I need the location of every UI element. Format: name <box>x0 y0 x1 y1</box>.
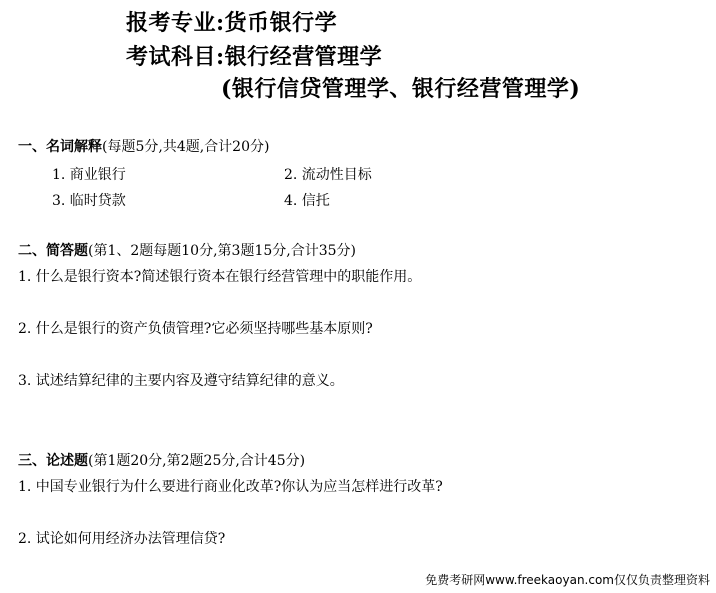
term-item: 2. 流动性目标 <box>284 167 372 183</box>
question-item: 3. 试述结算纪律的主要内容及遵守结算纪律的意义。 <box>18 373 344 389</box>
major-line: 报考专业:货币银行学 <box>126 10 338 36</box>
subject-subtitle: (银行信贷管理学、银行经营管理学) <box>221 76 581 102</box>
section-title <box>18 450 305 470</box>
section-title <box>18 136 269 156</box>
section-heading: 三、论述题 <box>18 453 88 469</box>
question-item: 2. 什么是银行的资产负债管理?它必须坚持哪些基本原则? <box>18 321 373 337</box>
section-scoring: (第1题20分,第2题25分,合计45分) <box>88 453 306 469</box>
section-heading: 一、名词解释 <box>18 139 102 155</box>
footer-watermark: 免费考研网www.freekaoyan.com仅仅负责整理资料 <box>425 573 710 587</box>
question-item: 1. 中国专业银行为什么要进行商业化改革?你认为应当怎样进行改革? <box>18 479 443 495</box>
term-item: 3. 临时贷款 <box>52 193 126 209</box>
section-heading: 二、简答题 <box>18 243 88 259</box>
subject-line: 考试科目:银行经营管理学 <box>126 44 383 70</box>
question-item: 1. 什么是银行资本?简述银行资本在银行经营管理中的职能作用。 <box>18 269 422 285</box>
question-item: 2. 试论如何用经济办法管理信贷? <box>18 531 226 547</box>
term-item: 1. 商业银行 <box>52 167 126 183</box>
section-title <box>18 240 356 260</box>
section-scoring: (第1、2题每题10分,第3题15分,合计35分) <box>88 243 356 259</box>
section-scoring: (每题5分,共4题,合计20分) <box>102 139 270 155</box>
term-item: 4. 信托 <box>284 193 330 209</box>
